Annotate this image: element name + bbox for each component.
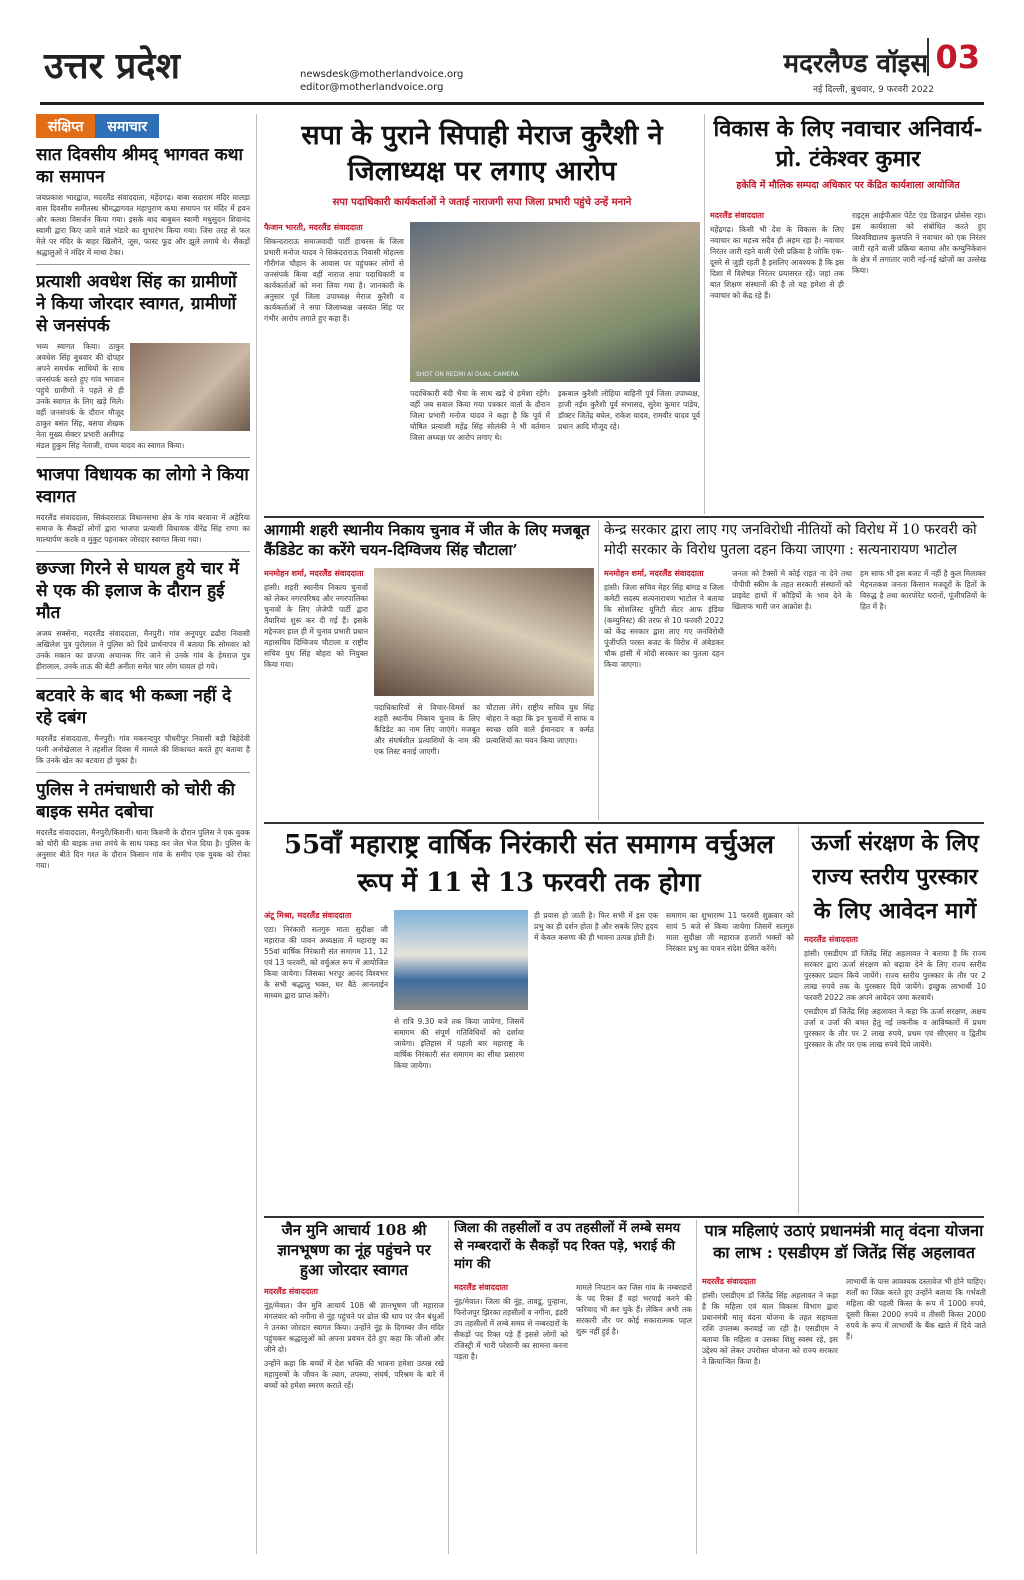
body-text: जनता को टैक्सों मे कोई राहत ना देने तथा पीपीपी स्कीम के तहत सरकारी संस्थानों को प्राइवेट हाथों में कौड़ियों के भाव देने के खिलाफ भारी जन आक्रोश है। xyxy=(732,569,852,611)
body-text: सिकन्दराराऊ समाजवादी पार्टी हाथरस के जिला प्रभारी मनोज यादव ने सिकंदराराऊ निवासी मोहल्ला गौरीगंज चौहान के आवास पर पहुंचकर लोगों से जनसंपर्क किया वहीं नाराज सपा पदाधिकारी व कार्यकर्ताओं को मना लिया गया है। जानकारी के अनुसार पूर्व जिला उपाध्यक्ष मेराज कुरैशी व कार्यकर्ताओं ने सपा जिलाध्यक्ष जसवंत सिंह पर गंभीर आरोप लगाते हुए कहा है। xyxy=(264,237,404,323)
brief-body: मदरलैंड संवाददाता, सिकंदराराऊ विधानसभा क्षेत्र के गांव बरवाना में अहेरिया समाज के सैकड़ों लोगों द्वारा भाजपा प्रत्याशी विधायक वीरेंद्र सिंह राणा का माल्यार्पण करके व मुकुट पहनाकर जोरदार स्वागत किया गया। xyxy=(36,513,250,544)
brief-body: जयप्रकाश भारद्वाज, मदरलैंड संवाददाता, महेंदगढ़। बाबा सदाराम मंदिर मालड़ा बास दिवसीय समीतस्थ श्रीमद्भागवत महापुराण कथा समापन पर मंदिर में हवन और कलश विसर्जन किया गया। इसके बाद बाबुधन स्वामी मधुसुदन शिवानंद स्वामी द्वारा किए जाने वाले भंडारे का शुभारंभ किया गया। जिस तरह से फल मेले पर मंदिर के बाहर खिलौने, जूस, फास्ट फूड और झूले लगाये थे। सैंकड़ों श्रद्धालुओं ने मंदिर में माथा टेका। xyxy=(36,193,250,257)
col-a xyxy=(604,568,724,670)
headline: 55वाँ महाराष्ट्र वार्षिक निरंकारी संत समागम वर्चुअल रूप में 11 से 13 फरवरी तक होगा xyxy=(283,830,774,898)
body-text: हांसी। एसडीएम डॉ जितेंद्र सिंह अहलावत ने बताया है कि राज्य सरकार द्वारा ऊर्जा संरक्षण को बढ़ावा देने के लिए राज्य स्तरीय पुरस्कार प्रदान किये जायेंगे। राज्य स्तरीय पुरस्कार के तौर पर 2 लाख रुपये तक के पुरस्कार दिये जायेंगे। इच्छुक लाभार्थी 10 फरवरी 2022 तक अपने आवेदन जमा करवायें। xyxy=(804,949,986,1002)
body-text: पदाधिकारियों से विचार-विमर्श का शहरी स्थानीय निकाय चुनाव के लिए कैंडिडेट का नाम लिए जाएंगे। मजबूत और संघर्षशील प्रत्याशियों के नाम की एक लिस्ट बनाई जाएगी। xyxy=(374,703,480,756)
byline: मनमोहन शर्मा, मदरलैंड संवाददाता xyxy=(604,569,704,578)
story-bhatol xyxy=(604,520,986,820)
body-text: हम साफ भी इस बजट में नहीं है कुल मिलाकर मेहनतकश जनता किसान मजदूरों के हितों के विरुद्ध है तथा कारपोरेट घरानों, पूंजीपतियों के हित में है। xyxy=(860,569,986,611)
header-rule xyxy=(40,102,984,105)
column-divider xyxy=(798,826,799,1214)
briefs-label xyxy=(36,114,250,138)
brief-body: भव्य स्वागत किया। ठाकुर अवधेश सिंह बुधवार की दोपहर अपने समर्थक साथियों के साथ जनसंपर्क करते हुए गांव भगवान पहुंचे ग्रामीणों ने पहले से ही उनके स्वागत के लिए खड़े मिले। वहीं जनसंपर्क के दौरान मौजूद ठाकुर बसंत सिंह, बसपा शेखक नेता मुख्य सेक्टर प्रभारी अलीगढ़ मंडल हुकुम सिंह नेताजी, राघव यादव का स्वागत किया। xyxy=(36,342,185,450)
column-divider xyxy=(598,520,599,820)
headline: सपा के पुराने सिपाही मेराज कुरैशी ने जिलाध्यक्ष पर लगाए आरोप xyxy=(301,120,663,187)
briefs-label-b: समाचार xyxy=(95,114,159,138)
brief-item xyxy=(36,558,250,672)
story-matru xyxy=(702,1220,986,1554)
byline: मदरलैंड संवाददाता xyxy=(702,1277,756,1286)
headline: जैन मुनि आचार्य 108 श्री ज्ञानभूषण का नूंह पहुंचने पर हुआ जोरदार स्वागत xyxy=(277,1221,431,1279)
brief-item xyxy=(36,464,250,545)
story-innovation xyxy=(710,114,986,514)
headline: केन्द्र सरकार द्वारा लाए गए जनविरोधी नीतियों को विरोध में 10 फरवरी को मोदी सरकार के विरोध पुतला दहन किया जाएगा : सत्यनारायण भाटोल xyxy=(604,522,977,558)
byline: मदरलैंड संवाददाता xyxy=(804,935,858,944)
brief-title: पुलिस ने तमंचाधारी को चोरी की बाइक समेत दबोचा xyxy=(36,780,235,822)
column-divider xyxy=(704,114,705,514)
body-text: हांसी। जिला सचिव मेहर सिंह बांगड़ व जिला कमेटी सदस्य सत्यनारायण भाटोल ने बताया कि सोशलिस्ट यूनिटी सेंटर आफ इंडिया (कम्युनिस्ट) की तरफ से 10 फरवरी 2022 को केंद्र सरकार द्वारा लाए गए जनविरोधी पूंजीपति परस्त बजट के विरोध में अंबेडकर चौक हांसी में मोदी सरकार का पुतला दहन किया जाएगा। xyxy=(604,583,724,669)
photo-caption: SHOT ON REDMI AI DUAL CAMERA xyxy=(416,371,519,378)
byline: मनमोहन शर्मा, मदरलैंड संवाददाता xyxy=(264,569,364,578)
body-text: राइट्स आईपीआर पेटेंट एंड डिजाइन प्रोसेस रहा। इस कार्यशाला को संबोधित करते हुए विश्वविद्यालय कुलपति ने नवाचार को एक निरंतर जारी रहने वाली प्रक्रिया बताया और कम्युनिकेशन के क्षेत्र में लगातार जारी नई-नई खोजों का उल्लेख किया। xyxy=(852,211,986,275)
brief-item xyxy=(36,271,250,451)
subhead: सपा पदाधिकारी कार्यकर्ताओं ने जताई नाराजगी सपा जिला प्रभारी पहुंचे उन्हें मनाने xyxy=(332,197,632,208)
body-text: मामले निपटान कर जिस गांव के नम्बरदारों के पद रिक्त हैं वहां भरपाई करने की फरियाद भी कर चुके हैं। लेकिन अभी तक सरकारी तौर पर कोई सकारात्मक पहल शुरू नहीं हुई है। xyxy=(576,1283,692,1336)
divider xyxy=(36,457,250,458)
editor-email[interactable]: editor@motherlandvoice.org xyxy=(300,82,444,93)
body-text: उन्होंने कहा कि बच्चों में देश भक्ति की भावना हमेशा उत्पन्न रखे महापुरुषों के जीवन के त्याग, तपस्या, संघर्ष, परिश्रम के बारे में बच्चों को हमेशा स्मरण कराते रहें। xyxy=(264,1359,444,1390)
col-a xyxy=(264,910,388,1001)
body-text: महेंद्रगढ़। किसी भी देश के विकास के लिए नवाचार का महत्त्व सदैव ही अहम रहा है। नवाचार निरंतर जारी रहने वाली ऐसी प्रक्रिया है जोकि एक-दूसरे से जुड़ी रहती है इसलिए आवश्यक है कि इस दिशा में विशेषज्ञ निरंतर प्रयासरत रहें। जहां तक बात शिक्षण संस्थानों की है तो यह हमेशा से ही नवाचार को केंद्र रहे हैं। xyxy=(710,225,844,300)
headline: ऊर्जा संरक्षण के लिए राज्य स्तरीय पुरस्कार के लिए आवेदन मागें xyxy=(811,830,979,924)
body-text: नूंह/मेवात। जैन मुनि आचार्य 108 श्री ज्ञानभूषण जी महाराज मंगलवार को नगीना से नूंह पहुंचने पर ढोल की थाप पर जैन बंधुओं ने उनका जोरदार स्वागत किया। उन्होंने नूंह के दिगम्बर जैन मंदिर पहुंचकर श्रद्धालुओं को अपना प्रवचन देते हुए कहा कि जीओ और जीने दो। xyxy=(264,1301,444,1354)
newspaper-brand: मदरलैण्ड वॉइस xyxy=(783,49,928,79)
body-text: पदाधिकारी बंदी भैया के साथ खड़े थे हमेशा रहेंगे। वहीं जब सवाल किया गया पत्रकार वार्ता के दौरान जिला प्रभारी मनोज यादव ने कहा है कि पूर्व में घोषित प्रत्याशी महेंद्र सिंह सोलंकी ने भी वर्तमान जिला अध्यक्ष पर आरोप लगाए थे। xyxy=(410,389,550,442)
brief-item xyxy=(36,685,250,766)
divider xyxy=(36,678,250,679)
brief-title: बटवारे के बाद भी कब्जा नहीं दे रहे दबंग xyxy=(36,686,232,728)
section-rule xyxy=(264,516,984,518)
body-text: समागम का शुभारम्भ 11 फरवरी शुक्रवार को सायं 5 बजे से किया जायेगा जिसमें सतगुरु माता सुदीक्षा जी महाराज हजारों भक्तों को निरंकार प्रभु का पावन संदेश प्रेषित करेंगे। xyxy=(666,911,794,953)
brief-body: अजय सक्सेना, मदरलैंड संवाददाता, मैनपुरी। गांव अनूपपुर ढढौरा निवासी अखिलेश पुत्र पुरोलाल ने पुलिस को दिये प्रार्थनापत्र में बताया कि सोमवार को उनके मकान का छज्जा अचानक गिर जाने से उनके गांव के हेमराज पुत्र हीरालाल, उनके ताऊ की बेटी अनीता समेत चार लोग घायल हो गये। xyxy=(36,629,250,671)
column-divider xyxy=(256,114,257,1554)
newsdesk-email[interactable]: newsdesk@motherlandvoice.org xyxy=(300,69,464,80)
section-rule xyxy=(264,822,984,824)
brief-body: मदरलैंड संवाददाता, मैनपुरी। गांव मकरन्दपुर चौधरीपुर निवासी बड़ी बिहेदेवी पत्नी अनोखेलाल ने तहसील दिवस में मामले की शिकायत करते हुए बताया है कि उनके खेत का बटवारा हो चुका है। xyxy=(36,734,250,765)
page-number: 03 xyxy=(927,38,980,76)
byline: मदरलैंड संवाददाता xyxy=(710,211,764,220)
story-jain xyxy=(264,1220,444,1554)
divider xyxy=(36,264,250,265)
headline: आगामी शहरी स्थानीय निकाय चुनाव में जीत के लिए मजबूत कैंडिडेट का करेंगे चयन-दिग्विजय सिंह चौटाला’ xyxy=(264,521,590,559)
col-a xyxy=(264,222,404,324)
body-text: एसडीएम डॉ जितेंद्र सिंह अहलावत ने कहा कि ऊर्जा सरक्षण, अक्षय उर्जा व उर्जा की बचत हेतु नई तकनीक व आविष्कारों में प्रथम पुरस्कार के तौर पर 2 लाख रुपये, प्रथम एवं सीएसए व द्वितीय पुरस्कार के तौर पर एक लाख रुपये दिये जायेंगे। xyxy=(804,1007,986,1049)
body-text: एटा। निरंकारी सतगुरु माता सुदीक्षा जी महाराज की पावन अध्यक्षता में महाराष्ट्र का 55वां वार्षिक निरंकारी संत समागम 11, 12 एवं 13 फरवरी, को वर्चुअल रूप में आयोजित किया जायेगा। जिसका भरपूर आनंद विश्वभर के सभी श्रद्धालु भक्त, घर बैठे आनलाईन माध्यम द्वारा प्राप्त करेंगे। xyxy=(264,925,388,1000)
body-text: लाभार्थी के पास आवश्यक दस्तावेज भी होने चाहिए। शर्तों का जिक्र करते हुए उन्होंने बताया कि गर्भवती महिला की पहली किस्त के रूप में 1000 रुपये, दूसरी किस्त 2000 रुपये व तीसरी किस्त 2000 रुपये के रूप में लाभार्थी के बैंक खाते में दिये जाते हैं। xyxy=(846,1277,986,1341)
section-rule xyxy=(264,1216,984,1218)
col-a xyxy=(702,1276,838,1367)
body-text: हांसी। शहरी स्थानीय निकाय चुनावों को लेकर नगरपरिषद और नगरपालिका चुनावों के लिए जेजेपी पार्टी द्वारा तैयारियां शुरू कर दी गई हैं। इसके मद्देनजर हाल ही में चुनाव प्रभारी प्रधान महासचिव दिग्विजय चौटाला व राष्ट्रीय सचिव युध सिंह बोहरा को नियुक्त किया गया। xyxy=(264,583,368,669)
headline: पात्र महिलाएं उठाएं प्रधानमंत्री मातृ वंदना योजना का लाभ : एसडीएम डॉ जितेंद्र सिंह अहलावत xyxy=(704,1221,984,1262)
brief-item xyxy=(36,144,250,258)
byline: फैजान भारती, मदरलैंड संवाददाता xyxy=(264,223,363,232)
byline: अंटू मिश्रा, मदरलैंड संवाददाता xyxy=(264,911,352,920)
body-text: नूंह/मेवात। जिला की नूंह, तावडू, पुन्हाना, फिरोजपुर झिरका तहसीलों व नगीना, इंडरी उप तहसीलों में लम्बे समय से नम्बरदारों के सैकड़ों पद रिक्त पड़े हैं इससे लोगों को रजिस्ट्री में भारी परेशानी का सामना करना पड़ता है। xyxy=(454,1297,568,1361)
meeting-photo xyxy=(374,568,594,696)
brief-title: छज्जा गिरने से घायल हुये चार में से एक की इलाज के दौरान हुई मौत xyxy=(36,559,240,623)
brief-title: प्रत्याशी अवधेश सिंह का ग्रामीणों ने किया जोरदार स्वागत, ग्रामीणों से जनसंपर्क xyxy=(36,272,237,336)
byline: मदरलैंड संवाददाता xyxy=(264,1287,318,1296)
divider xyxy=(36,551,250,552)
body-text: चौटाला लेंगे। राष्ट्रीय सचिव युध सिंह बोहरा ने कहा कि इन चुनावों में साफ व स्वच्छ छवि वाले ईमानदार व कर्मठ प्रत्याशियों का चयन किया जाएगा। xyxy=(486,703,594,745)
brief-photo xyxy=(130,343,250,431)
col-a xyxy=(454,1282,568,1362)
brief-title: सात दिवसीय श्रीमद् भागवत कथा का समापन xyxy=(36,145,243,187)
body-text: हांसी। एसडीएम डॉ जितेंद्र सिंह अहलावत ने कहा है कि महिला एवं बाल विकास विभाग द्वारा प्रधानमंत्री मातृ वंदना योजना के तहत सहायता राशि उपलब्ध करवाई जा रही है। एसडीएम ने बताया कि महिला व उसका शिशु स्वस्थ रहे, इस उद्देश्य को लेकर उपरोक्त योजना को राज्य सरकार ने क्रियान्वित किया है। xyxy=(702,1291,838,1366)
dateline: नई दिल्ली, बुधवार, 9 फरवरी 2022 xyxy=(813,85,934,95)
col-a xyxy=(264,568,368,670)
story-nirankari xyxy=(264,826,794,1214)
story-energy xyxy=(804,826,986,1214)
body-text: इकबाल कुरैशी लोहिया वाहिनी पूर्व जिला उपाध्यक्ष, हाजी नईम कुरैशी पूर्व सभासद, सुरेश कुमार पांडेय, डॉक्टर जितेंद्र बघेल, राकेश यादव, रामवीर यादव पूर्व प्रधान आदि मौजूद रहे। xyxy=(558,389,700,431)
briefs-label-a: संक्षिप्त xyxy=(36,114,95,138)
headline: जिला की तहसीलों व उप तहसीलों में लम्बे समय से नम्बरदारों के सैकड़ों पद रिक्त पड़े, भराई की मांग की xyxy=(454,1221,681,1272)
col-a xyxy=(710,210,844,301)
venue-photo xyxy=(394,910,528,1010)
section-title: उत्तर प्रदेश xyxy=(44,45,180,87)
headline: विकास के लिए नवाचार अनिवार्य-प्रो. टंकेश्वर कुमार xyxy=(713,116,983,172)
story-chautala xyxy=(264,520,594,820)
briefs-column xyxy=(36,114,250,1554)
brief-item xyxy=(36,779,250,871)
column-divider xyxy=(696,1220,697,1554)
divider xyxy=(36,772,250,773)
body-text: से रात्रि 9.30 बजे तक किया जायेगा, जिसमें समागम की संपूर्ण गतिविधियों को दर्शाया जायेगा। इतिहास में पहली बार महाराष्ट्र के वार्षिक निरंकारी संत समागम का सीधा प्रसारण किया जायेगा। xyxy=(394,1017,524,1070)
story-tehsil xyxy=(454,1220,692,1554)
contact-emails xyxy=(300,68,463,94)
body-text: ही प्रयास हो जाती है। फिर सभी में इस एक प्रभु का ही दर्शन होता है और सबके लिए हृदय में केवल करुणा की ही भावना उत्पन्न होती है। xyxy=(534,911,658,942)
brief-title: भाजपा विधायक का लोगो ने किया स्वागत xyxy=(36,465,249,507)
story-meraj xyxy=(264,114,700,514)
protest-photo xyxy=(410,222,700,382)
brief-body: मदरलैंड संवाददाता, मैनपुरी/किशनी। थाना किशनी के दौरान पुलिस ने एक युवक को चोरी की बाइक तथा तमंचे के साथ पकड़ कर जेल भेज दिया है। पुलिस के अनुसार बीते दिन गश्त के दौरान किसान गांव के समीप एक युवक को रोका गया। xyxy=(36,828,250,870)
masthead xyxy=(0,0,1024,112)
subhead: हकेवि में मौलिक सम्पदा अधिकार पर केंद्रित कार्यशाला आयोजित xyxy=(736,180,960,191)
column-divider xyxy=(448,1220,449,1554)
byline: मदरलैंड संवाददाता xyxy=(454,1283,508,1292)
